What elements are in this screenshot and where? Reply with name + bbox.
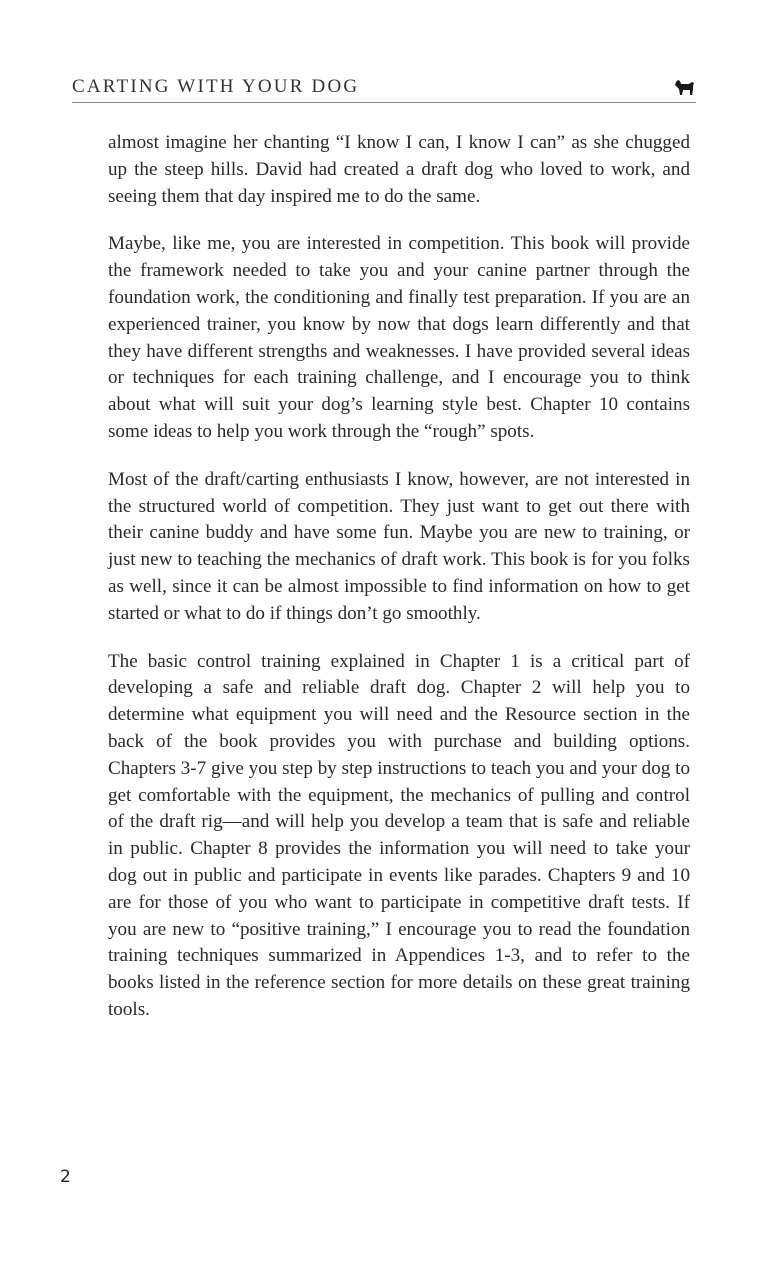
running-title: CARTING WITH YOUR DOG [72,76,360,97]
paragraph: Most of the draft/carting enthusiasts I know, however, are not interested in the structured world of competition. They just want to get out there with their canine buddy and have some fun. Maybe you are new to training, or just new to teaching the mechanics of draft work. This book is for you folks as well, since it can be almost impossible to find information on how to get started or what to do if things don’t go smoothly. [108,468,690,624]
dog-silhouette-icon [674,78,696,98]
paragraph: The basic control training explained in Chapter 1 is a critical part of developing a safe and reliable draft dog. Chapter 2 will help you to determine what equipment you will need and the Resource section in the back of the book provides you with purchase and building options. Chapters 3-7 give you step by step instructions to teach you and your dog to get comfortable with the equipment, the mechanics of pulling and control of the draft rig—and will help you develop a team that is safe and reliable in public. Chapter 8 provides the information you will need to take your dog out in public and participate in events like parades. Chapters 9 and 10 are for those of you who want to participate in competitive draft tests. If you are new to “positive training,” I encourage you to read the foundation training techniques summarized in Appendices 1-3, and to refer to the books listed in the reference section for more details on these great training tools. [108,650,690,1020]
running-header [72,74,696,103]
body-text [108,130,690,1045]
paragraph: almost imagine her chanting “I know I can, I know I can” as she chugged up the steep hills. David had created a draft dog who loved to work, and seeing them that day inspired me to do the same. [108,132,690,207]
paragraph: Maybe, like me, you are interested in competition. This book will provide the framework needed to take you and your canine partner through the foundation work, the conditioning and finally test preparation. If you are an experienced trainer, you know by now that dogs learn differently and that they have different strengths and weaknesses. I have provided several ideas or techniques for each training challenge, and I encourage you to think about what will suit your dog’s learning style best. Chapter 10 contains some ideas to help you work through the “rough” spots. [108,233,690,442]
page-number: 2 [60,1167,71,1187]
